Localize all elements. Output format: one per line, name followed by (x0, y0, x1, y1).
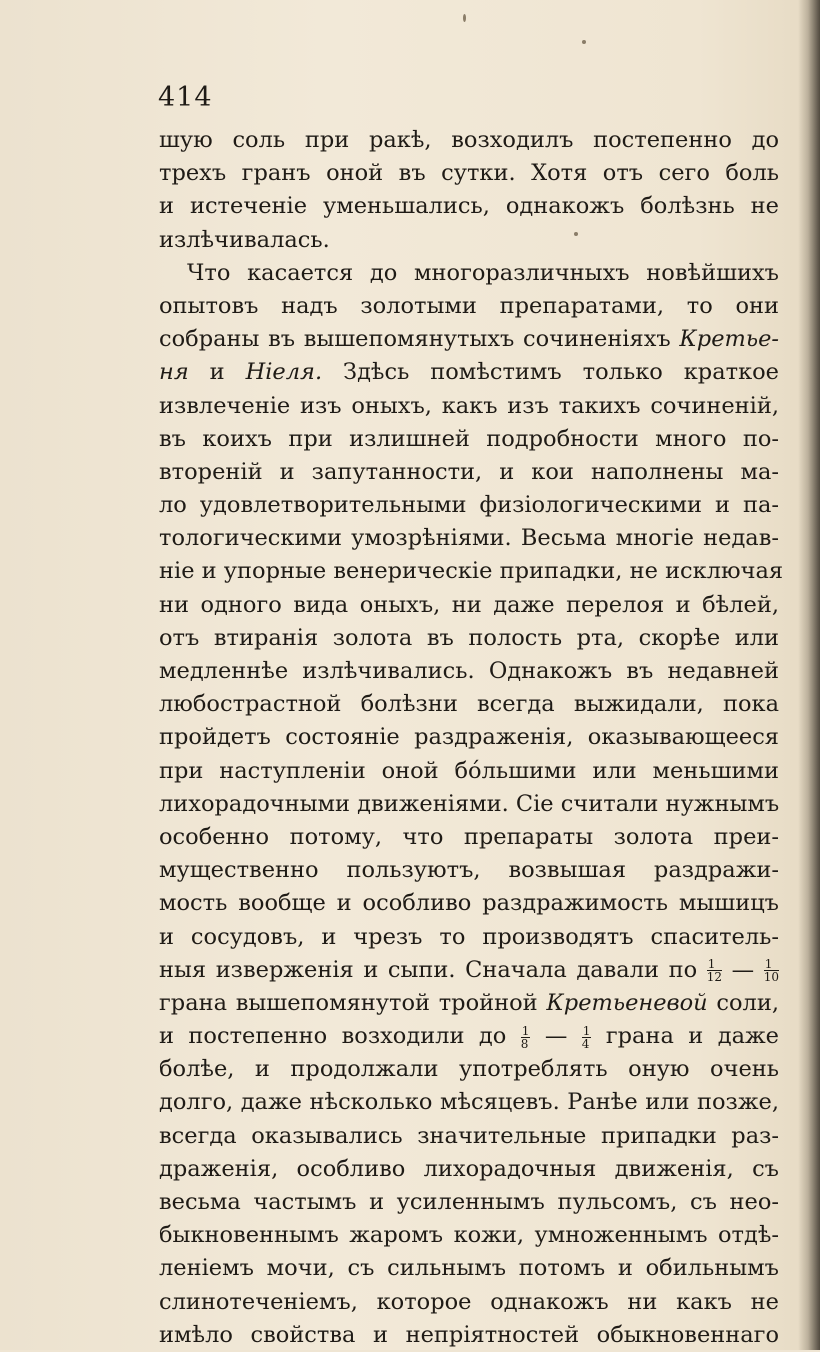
fraction (764, 958, 779, 983)
author-name: Кретье- (679, 326, 780, 353)
paper-speck (582, 40, 586, 44)
text-line: всегда оказывались значительные припадки раз- (159, 1122, 779, 1149)
text-line: и сосудовъ, и чрезъ то производятъ спаситель- (159, 923, 779, 950)
text-line: въ коихъ при излишней подробности много по- (159, 425, 779, 452)
text-line: имѣло свойства и непріятностей обыкновеннаго (159, 1321, 779, 1348)
dash: — (731, 956, 755, 983)
text-line: особенно потому, что препараты золота преи- (159, 823, 779, 850)
text-line: извлеченіе изъ оныхъ, какъ изъ такихъ сочиненій, (159, 392, 779, 419)
text-line: долго, даже нѣсколько мѣсяцевъ. Ранѣе или позже, (159, 1089, 779, 1116)
dash: — (544, 1023, 568, 1050)
text-line (159, 987, 779, 1020)
text-segment: ныя изверженія и сыпи. Сначала давали по (159, 956, 698, 983)
text-line: тологическими умозрѣніями. Весьма многіе недав- (159, 525, 779, 552)
paper-speck (463, 14, 466, 22)
fraction-denominator: 10 (763, 970, 779, 985)
text-line: мущественно пользуютъ, возвышая раздражи- (159, 857, 779, 884)
fraction (707, 958, 722, 983)
text-line (159, 1020, 779, 1053)
text-line: ло удовлетворительными физіологическими и па- (159, 492, 779, 519)
fraction-denominator: 4 (581, 1036, 590, 1051)
text-line: ніе и упорные венерическіе припадки, не исключая (159, 558, 784, 585)
author-name: ня (159, 359, 189, 386)
text-line: шую соль при ракѣ, возходилъ постепенно до (159, 127, 779, 153)
text-line: втореній и запутанности, и кои наполнены ма- (159, 458, 779, 485)
text-line: болѣе, и продолжали употреблять оную очень (159, 1056, 779, 1083)
text-line: весьма частымъ и усиленнымъ пульсомъ, съ нео- (159, 1189, 779, 1215)
text-line: при наступленіи оной бо́льшими или меньшими (159, 757, 779, 784)
text-line: отъ втиранія золота въ полость рта, скорѣе или (159, 624, 779, 651)
author-name: Ніеля. (245, 359, 323, 386)
text-line: пройдетъ состояніе раздраженія, оказывающееся (159, 724, 779, 751)
fraction-numerator: 1 (521, 1023, 530, 1038)
page-number: 414 (158, 82, 213, 113)
body-text (159, 124, 784, 1352)
text-line: быкновеннымъ жаромъ кожи, умноженнымъ отдѣ- (159, 1222, 779, 1249)
fraction-denominator: 8 (520, 1036, 529, 1051)
text-line: драженія, особливо лихорадочныя движенія, съ (159, 1155, 779, 1182)
text-segment: собраны въ вышепомянутыхъ сочиненіяхъ (159, 326, 671, 353)
author-name: Кретьеневой (546, 989, 708, 1016)
fraction-numerator: 1 (707, 958, 722, 971)
text-line: излѣчивалась. (159, 226, 330, 253)
text-line: трехъ гранъ оной въ сутки. Хотя отъ сего боль (159, 160, 779, 187)
fraction (582, 1025, 592, 1050)
page-edge-shadow (798, 0, 820, 1350)
text-line (159, 954, 779, 987)
paragraph-start-line: Что касается до многоразличныхъ новѣйшихъ (187, 259, 779, 286)
text-segment: грана и даже (605, 1023, 779, 1050)
text-line: медленнѣе излѣчивались. Однакожъ въ недавней (159, 658, 779, 684)
fraction-numerator: 1 (582, 1023, 591, 1038)
text-line: мость вообще и особливо раздражимость мышицъ (159, 890, 779, 917)
text-line: леніемъ мочи, съ сильнымъ потомъ и обильнымъ (159, 1255, 779, 1282)
fraction-numerator: 1 (764, 958, 779, 971)
text-segment: Здѣсь помѣстимъ только краткое (343, 359, 780, 386)
text-segment: грана вышепомянутой тройной (159, 989, 538, 1016)
text-line: слинотеченіемъ, которое однакожъ ни какъ не (159, 1288, 779, 1315)
fraction (521, 1025, 531, 1050)
text-line: любострастной болѣзни всегда выжидали, пока (159, 691, 779, 718)
text-line (159, 323, 779, 356)
fraction-denominator: 12 (706, 970, 723, 985)
text-segment: и постепенно возходили до (159, 1023, 507, 1050)
text-line (159, 356, 779, 389)
text-segment: и (209, 359, 225, 386)
text-line: и истеченіе уменьшались, однакожъ болѣзнь не (159, 193, 779, 220)
text-line: опытовъ надъ золотыми препаратами, то они (159, 292, 779, 319)
text-segment: соли, (716, 989, 779, 1016)
text-line: ни одного вида оныхъ, ни даже перелоя и бѣлей, (159, 591, 779, 618)
text-line: лихорадочными движеніями. Сіе считали нужнымъ (159, 790, 780, 817)
